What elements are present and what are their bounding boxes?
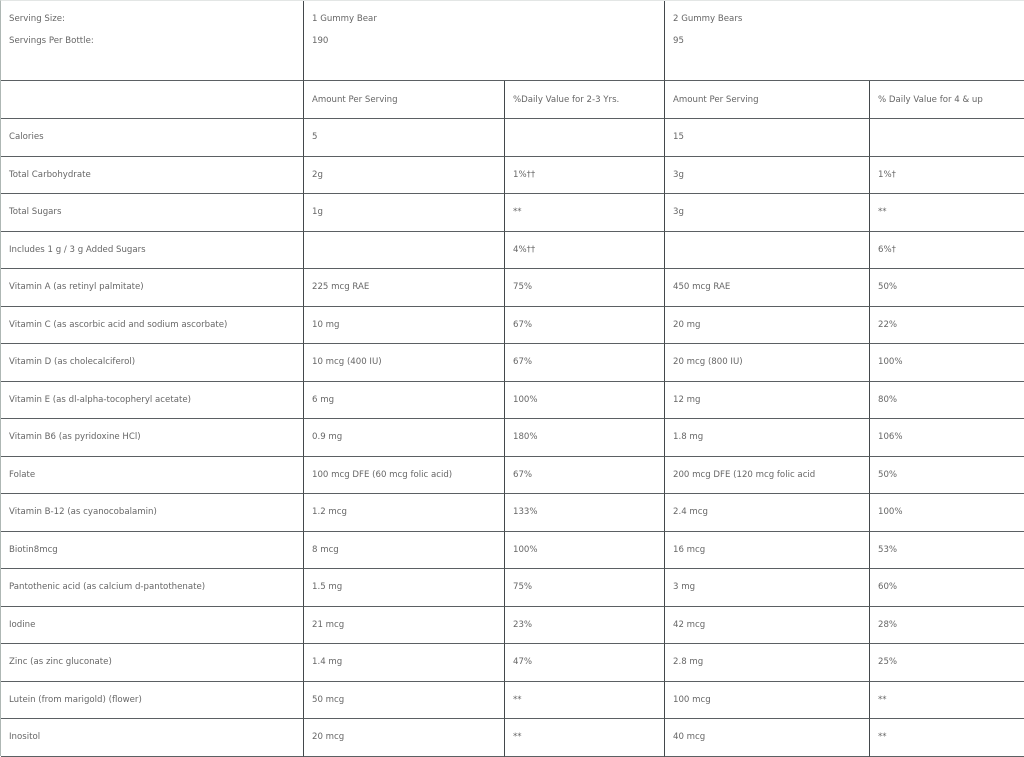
daily-value-kids xyxy=(505,119,665,157)
daily-value-adult: 22% xyxy=(870,307,1024,345)
amount-kids: 225 mcg RAE xyxy=(304,269,505,307)
amount-adult: 12 mg xyxy=(665,382,870,420)
daily-value-kids: 23% xyxy=(505,607,665,645)
header-amount-adult: Amount Per Serving xyxy=(665,81,870,119)
daily-value-adult: 50% xyxy=(870,269,1024,307)
daily-value-adult: 80% xyxy=(870,382,1024,420)
daily-value-adult: 6%† xyxy=(870,232,1024,270)
daily-value-adult: 50% xyxy=(870,457,1024,495)
daily-value-adult: 1%† xyxy=(870,157,1024,195)
amount-adult: 2.8 mg xyxy=(665,644,870,682)
amount-kids: 10 mg xyxy=(304,307,505,345)
header-nutrient xyxy=(1,81,304,119)
daily-value-adult: ** xyxy=(870,719,1024,757)
amount-kids xyxy=(304,232,505,270)
daily-value-adult: 106% xyxy=(870,419,1024,457)
nutrient-name: Total Sugars xyxy=(1,194,304,232)
amount-kids: 2g xyxy=(304,157,505,195)
amount-kids: 50 mcg xyxy=(304,682,505,720)
adult-servings-per-bottle: 95 xyxy=(673,35,684,46)
daily-value-kids: 180% xyxy=(505,419,665,457)
nutrient-name: Vitamin A (as retinyl palmitate) xyxy=(1,269,304,307)
nutrient-name: Vitamin E (as dl-alpha-tocopheryl acetate) xyxy=(1,382,304,420)
daily-value-adult: 25% xyxy=(870,644,1024,682)
daily-value-adult: 100% xyxy=(870,344,1024,382)
daily-value-adult: ** xyxy=(870,194,1024,232)
daily-value-kids: 100% xyxy=(505,532,665,570)
daily-value-adult: 100% xyxy=(870,494,1024,532)
adult-serving-cell xyxy=(665,1,1024,81)
nutrient-name: Inositol xyxy=(1,719,304,757)
amount-adult: 42 mcg xyxy=(665,607,870,645)
amount-adult xyxy=(665,232,870,270)
nutrient-name: Vitamin B6 (as pyridoxine HCl) xyxy=(1,419,304,457)
header-amount-kids: Amount Per Serving xyxy=(304,81,505,119)
amount-adult: 1.8 mg xyxy=(665,419,870,457)
amount-adult: 100 mcg xyxy=(665,682,870,720)
adult-serving-size: 2 Gummy Bears xyxy=(673,14,743,24)
amount-kids: 1.2 mcg xyxy=(304,494,505,532)
nutrient-name: Vitamin D (as cholecalciferol) xyxy=(1,344,304,382)
daily-value-adult: 53% xyxy=(870,532,1024,570)
daily-value-kids: 67% xyxy=(505,307,665,345)
amount-adult: 3g xyxy=(665,194,870,232)
daily-value-kids: 47% xyxy=(505,644,665,682)
daily-value-kids: 75% xyxy=(505,269,665,307)
amount-adult: 40 mcg xyxy=(665,719,870,757)
daily-value-kids: 1%†† xyxy=(505,157,665,195)
amount-kids: 100 mcg DFE (60 mcg folic acid) xyxy=(304,457,505,495)
daily-value-adult: 28% xyxy=(870,607,1024,645)
amount-adult: 15 xyxy=(665,119,870,157)
daily-value-kids: 67% xyxy=(505,457,665,495)
amount-kids: 1.5 mg xyxy=(304,569,505,607)
amount-kids: 10 mcg (400 IU) xyxy=(304,344,505,382)
amount-adult: 16 mcg xyxy=(665,532,870,570)
nutrient-name: Zinc (as zinc gluconate) xyxy=(1,644,304,682)
header-daily-value-kids: %Daily Value for 2-3 Yrs. xyxy=(505,81,665,119)
amount-kids: 1g xyxy=(304,194,505,232)
nutrient-name: Biotin8mcg xyxy=(1,532,304,570)
servings-per-bottle-label: Servings Per Bottle: xyxy=(9,35,94,46)
nutrient-name: Pantothenic acid (as calcium d-pantothenate) xyxy=(1,569,304,607)
kids-servings-per-bottle: 190 xyxy=(312,35,329,46)
daily-value-kids: 4%†† xyxy=(505,232,665,270)
daily-value-kids: ** xyxy=(505,719,665,757)
daily-value-kids: 75% xyxy=(505,569,665,607)
amount-adult: 3 mg xyxy=(665,569,870,607)
amount-kids: 1.4 mg xyxy=(304,644,505,682)
nutrient-name: Folate xyxy=(1,457,304,495)
amount-adult: 3g xyxy=(665,157,870,195)
daily-value-kids: 100% xyxy=(505,382,665,420)
header-daily-value-adult: % Daily Value for 4 & up xyxy=(870,81,1024,119)
daily-value-adult xyxy=(870,119,1024,157)
nutrient-name: Vitamin C (as ascorbic acid and sodium ascorbate) xyxy=(1,307,304,345)
amount-kids: 20 mcg xyxy=(304,719,505,757)
amount-adult: 200 mcg DFE (120 mcg folic acid xyxy=(665,457,870,495)
amount-kids: 6 mg xyxy=(304,382,505,420)
amount-kids: 8 mcg xyxy=(304,532,505,570)
serving-labels-cell xyxy=(1,1,304,81)
amount-adult: 2.4 mcg xyxy=(665,494,870,532)
amount-kids: 5 xyxy=(304,119,505,157)
amount-kids: 0.9 mg xyxy=(304,419,505,457)
amount-adult: 20 mg xyxy=(665,307,870,345)
nutrient-name: Calories xyxy=(1,119,304,157)
daily-value-adult: ** xyxy=(870,682,1024,720)
amount-kids: 21 mcg xyxy=(304,607,505,645)
nutrient-name: Lutein (from marigold) (flower) xyxy=(1,682,304,720)
nutrient-name: Iodine xyxy=(1,607,304,645)
serving-size-label: Serving Size: xyxy=(9,14,65,24)
nutrient-name: Total Carbohydrate xyxy=(1,157,304,195)
daily-value-kids: 67% xyxy=(505,344,665,382)
daily-value-kids: 133% xyxy=(505,494,665,532)
daily-value-kids: ** xyxy=(505,682,665,720)
amount-adult: 20 mcg (800 IU) xyxy=(665,344,870,382)
daily-value-kids: ** xyxy=(505,194,665,232)
kids-serving-size: 1 Gummy Bear xyxy=(312,14,377,24)
amount-adult: 450 mcg RAE xyxy=(665,269,870,307)
daily-value-adult: 60% xyxy=(870,569,1024,607)
kids-serving-cell xyxy=(304,1,665,81)
nutrient-name: Vitamin B-12 (as cyanocobalamin) xyxy=(1,494,304,532)
nutrient-name: Includes 1 g / 3 g Added Sugars xyxy=(1,232,304,270)
